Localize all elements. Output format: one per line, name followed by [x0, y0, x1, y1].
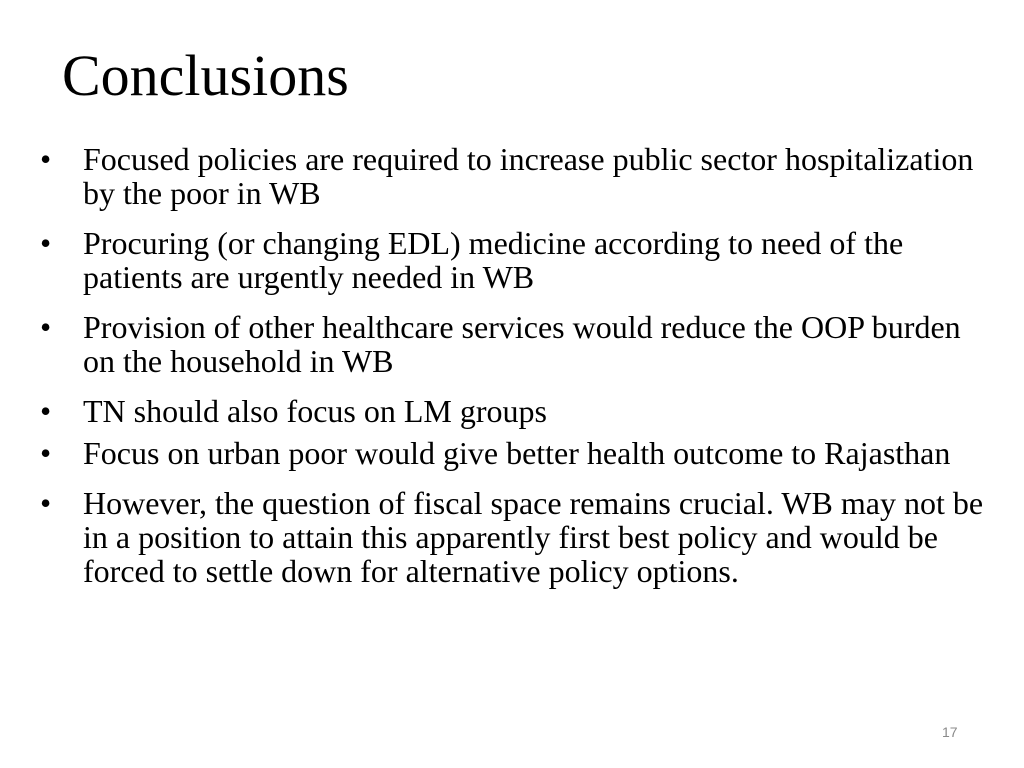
- bullet-text-5: Focus on urban poor would give better health outcome to Rajasthan: [83, 435, 951, 471]
- bullet-list: [40, 142, 990, 604]
- bullet-item-1: [40, 142, 990, 210]
- bullet-dot-icon: •: [40, 435, 52, 471]
- bullet-item-5: [40, 436, 990, 470]
- bullet-item-2: [40, 226, 990, 294]
- bullet-dot-icon: •: [40, 225, 52, 261]
- bullet-text-3: Provision of other healthcare services would reduce the OOP burden on the household in WB: [83, 309, 961, 379]
- bullet-text-6: However, the question of fiscal space remains crucial. WB may not be in a position to attain this apparently first best policy and would be forced to settle down for alternative policy options.: [83, 485, 984, 589]
- bullet-dot-icon: •: [40, 485, 52, 521]
- bullet-item-3: [40, 310, 990, 378]
- bullet-dot-icon: •: [40, 393, 52, 429]
- slide-title: Conclusions: [62, 43, 349, 108]
- bullet-dot-icon: •: [40, 141, 52, 177]
- page-number: 17: [942, 724, 958, 740]
- bullet-text-4: TN should also focus on LM groups: [83, 393, 547, 429]
- bullet-item-4: [40, 394, 990, 428]
- bullet-item-6: [40, 486, 990, 588]
- bullet-text-1: Focused policies are required to increase public sector hospitalization by the poor in WB: [83, 141, 974, 211]
- bullet-text-2: Procuring (or changing EDL) medicine according to need of the patients are urgently needed in WB: [83, 225, 904, 295]
- bullet-dot-icon: •: [40, 309, 52, 345]
